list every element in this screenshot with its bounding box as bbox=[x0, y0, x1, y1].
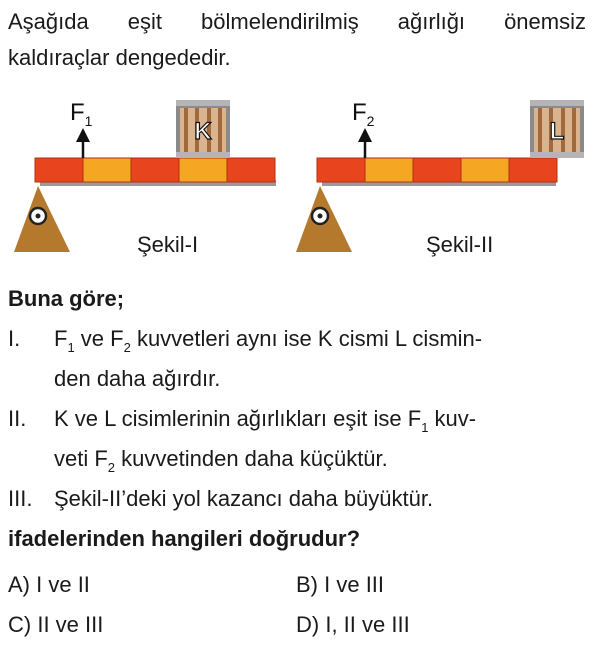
intro-line-2: kaldıraçlar dengededir. bbox=[8, 45, 231, 70]
force-arrow-left-head bbox=[76, 128, 90, 142]
force-label-right: $F_2$ bbox=[352, 99, 375, 129]
option-c[interactable]: C) II ve III bbox=[8, 612, 104, 637]
lever-left-seg-1 bbox=[35, 158, 83, 182]
question-ask: ifadelerinden hangileri doğrudur? bbox=[8, 526, 361, 551]
intro-line-1: Aşağıda eşit bölmelendirilmiş ağırlığı önemsiz bbox=[8, 9, 586, 34]
lever-right-seg-4 bbox=[461, 158, 509, 182]
caption-right: Şekil-II bbox=[426, 232, 494, 257]
item-3-line-1: Şekil-II’deki yol kazancı daha büyüktür. bbox=[54, 486, 434, 511]
lever-right-seg-1 bbox=[317, 158, 365, 182]
lever-right bbox=[296, 100, 584, 252]
item-1-number: I. bbox=[8, 326, 21, 351]
box-k-label: K bbox=[194, 118, 212, 145]
lever-right-seg-5 bbox=[509, 158, 557, 182]
option-a[interactable]: A) I ve II bbox=[8, 572, 90, 597]
caption-left: Şekil-I bbox=[137, 232, 199, 257]
item-3-number: III. bbox=[8, 486, 33, 511]
lever-left-seg-5 bbox=[227, 158, 275, 182]
box-l-label: L bbox=[549, 118, 565, 145]
lever-left-seg-2 bbox=[83, 158, 131, 182]
item-2-number: II. bbox=[8, 406, 27, 431]
lever-figures bbox=[0, 0, 594, 270]
lever-left bbox=[14, 100, 276, 252]
option-b[interactable]: B) I ve III bbox=[296, 572, 385, 597]
item-1-line-2: den daha ağırdır. bbox=[54, 366, 221, 391]
lever-left-seg-4 bbox=[179, 158, 227, 182]
lever-right-seg-3 bbox=[413, 158, 461, 182]
item-2-line-2: veti $F_2$ kuvvetinden daha küçüktür. bbox=[54, 446, 388, 475]
lever-left-seg-3 bbox=[131, 158, 179, 182]
question-lead: Buna göre; bbox=[8, 286, 125, 311]
item-1-line-1: $F_1$ ve $F_2$ kuvvetleri aynı ise K cismi L cismin- bbox=[54, 326, 483, 355]
lever-right-seg-2 bbox=[365, 158, 413, 182]
option-d[interactable]: D) I, II ve III bbox=[296, 612, 410, 637]
force-arrow-right-head bbox=[358, 128, 372, 142]
item-2-line-1: K ve L cisimlerinin ağırlıkları eşit ise $F_1$ kuv- bbox=[54, 406, 477, 435]
force-label-left: $F_1$ bbox=[70, 99, 93, 129]
